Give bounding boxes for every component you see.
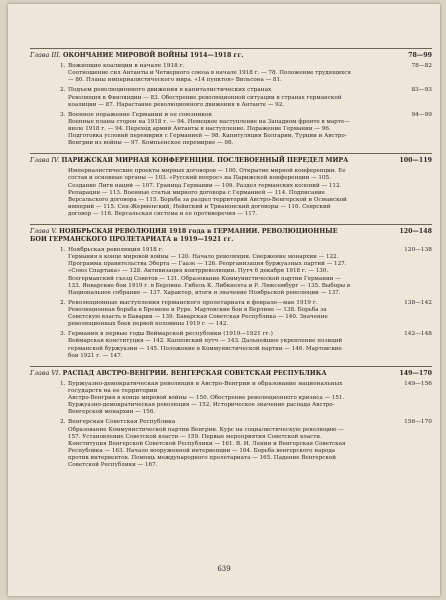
section-title: Подъем революционного движения в капиталистических странах	[68, 87, 272, 94]
section-title: Германия в первые годы Веймарской республики (1919—1921 гг.)	[68, 331, 273, 338]
chapter-label: Глава III.	[30, 52, 61, 59]
chapter-heading	[30, 157, 432, 165]
section-number: 3.	[60, 111, 66, 118]
section-heading	[60, 419, 432, 426]
chapter-separator	[30, 224, 432, 225]
section-number: 2.	[60, 299, 66, 306]
section-summary: Веймарская конституция — 142. Капповский путч — 143. Дальнейшее укрепление позиций германской буржуазии — 145. Положение в Коммунистической партии — 146. Мартовские бои 1921 г. — 147.	[68, 338, 343, 359]
section-title: Венгерская Советская Республика	[68, 419, 176, 426]
section-summary: Соотношение сил Антанты и Четверного союза в начале 1918 г. — 78. Положение трудящихся — 80. Планы империалистического мира. «14 пунктов» Вильсона — 81.	[68, 70, 351, 84]
section-heading	[60, 111, 432, 119]
section-summary: Германия в конце мировой войны — 120. Начало революции. Свержение монархии — 122. Программа правительства Эберта — Гаазе — 126. Реорганизация буржуазных партий — 127. «Союз Спартака» — 128. Активизация контрреволюции. Путч 6 декабря 1918 г. — 130. Всегерманский съезд Советов — 131. Образование Коммунистической партии Германии — 133. Январские бои 1919 г. в Берлине. Гибель К. Либкнехта и Р. Люксембург — 135. Выборы в Национальное собрание — 137. Характер, итоги и значение Ноябрьской революции — 137.	[68, 254, 351, 296]
chapter-separator	[30, 153, 432, 154]
section-number: 2.	[60, 87, 66, 94]
chapter-pages: 100—119	[399, 157, 432, 165]
chapter-separator	[30, 366, 432, 367]
document-page	[8, 4, 440, 596]
section-heading	[60, 331, 432, 338]
section-heading	[60, 63, 432, 70]
chapter-heading	[30, 228, 432, 244]
section-number: 1.	[60, 63, 66, 69]
section-number: 1.	[60, 380, 66, 387]
section-pages: 149—156	[404, 380, 432, 387]
section-pages: 120—138	[404, 247, 432, 254]
page-number: 639	[217, 565, 231, 573]
section-heading	[60, 87, 432, 94]
section-title: Революционные выступления германского пролетариата в феврале—мае 1919 г.	[68, 299, 318, 306]
chapter-title: НОЯБРЬСКАЯ РЕВОЛЮЦИЯ 1918 года в ГЕРМАНИИ. РЕВОЛЮЦИОННЫЕ БОИ ГЕРМАНСКОГО ПРОЛЕТАРИАТА в 1919—1921 гг.	[30, 228, 338, 244]
section-summary: Австро-Венгрия в конце мировой войны — 150. Обострение революционного кризиса — 151. Буржуазно-демократическая революция — 152. Историческое значение распада Австро-Венгерской монархии — 156.	[68, 395, 345, 416]
section-number: 2.	[60, 419, 66, 426]
chapter-pages: 120—148	[399, 228, 432, 236]
section-number: 3.	[60, 331, 66, 338]
chapter-title: РАСПАД АВСТРО-ВЕНГРИИ. ВЕНГЕРСКАЯ СОВЕТСКАЯ РЕСПУБЛИКА	[62, 369, 327, 377]
chapter-heading	[30, 370, 432, 378]
chapter-label: Глава IV.	[30, 157, 60, 165]
table-of-contents	[30, 48, 432, 469]
section-heading	[60, 380, 432, 395]
section-heading	[60, 299, 432, 307]
section-pages: 156—170	[404, 419, 432, 426]
chapter-label: Глава V.	[30, 228, 57, 236]
section-pages: 94—99	[411, 111, 432, 118]
section-title: Вожнoщие коалиции в начале 1918 г.	[68, 63, 185, 69]
section-summary: Образование Коммунистической партии Венгрии. Курс на социалистическую революцию — 157. Установление Советской власти — 159. Первые мероприятия Советской власти. Конституция Венгерской Советской Республики — 161. В. И. Ленин и Венгерская Советская Республика — 163. Начало вооруженной интервенции — 164. Борьба венгерского народа против интервентов. Помощь международного пролетариата — 165. Падение Венгерской Советской Республики — 167.	[68, 426, 346, 469]
section-number: 1.	[60, 247, 66, 254]
chapter-title: ОКОНЧАНИЕ МИРОВОЙ ВОЙНЫ 1914—1918 гг.	[63, 52, 244, 59]
section-pages: 138—142	[404, 299, 432, 306]
chapter-separator	[30, 48, 432, 49]
chapter-title: ПАРИЖСКАЯ МИРНАЯ КОНФЕРЕНЦИЯ. ПОСЛЕВОЕННЫЙ ПЕРЕДЕЛ МИРА	[61, 157, 349, 165]
section-heading	[60, 247, 432, 254]
section-summary: Империалистические проекты мирных договоров — 100. Открытие мирной конференции. Ее состав и основные органы — 103. «Русский вопрос» на Парижской конференции — 105. Создание Лиги наций — 107. Граница Германии — 109. Раздел германских колоний — 112. Репарации — 113. Военные статьи мирного договора с Германией — 114. Подписание Версальского договора — 115. Борьба за раздел территорий Австро-Венгерской и Османской империй — 115. Сен-Жерменский, Нейиский и Трианонский договоры — 116. Севрский договор — 116. Версальская система и ее противоречия — 117.	[68, 168, 347, 217]
chapter-pages: 78—99	[408, 52, 432, 59]
section-summary: Революционная борьба в Бремене и Руре. Мартовские бои в Берлине — 138. Борьба за Советскую власть в Баварии — 139. Баварская Советская Республика — 140. Значение революционных боев первой половины 1919 г. — 142.	[68, 306, 328, 328]
section-title: Ноябрьская революция 1918 г.	[68, 247, 164, 254]
chapter-label: Глава VI.	[30, 369, 61, 377]
section-summary: Военные планы сторон на 1918 г. — 94. Немецкое наступление на Западном фронте в марте—июле 1918 г. — 94. Переход армий Антанты в наступление. Поражение Германии — 96. Подготовка условий перемирия с Германией — 98. Капитуляция Болгарии, Турции и Австро-Венгрии из войны — 97. Компьенское перемирие — 98.	[68, 118, 350, 147]
section-title: Военное поражение Германии и ее союзников	[68, 111, 212, 118]
section-pages: 78—82	[411, 63, 432, 69]
section-summary: Революция в Финляндии — 83. Обострение революционной ситуации в странах германской коалиции — 87. Нарастание революционного движения в Антанте — 92.	[68, 94, 342, 108]
section-pages: 142—148	[404, 331, 432, 338]
chapter-pages: 149—170	[399, 369, 432, 377]
section-title: Буржуазно-демократическая революция в Австро-Венгрии и образование национальных государств на ее территории	[68, 380, 343, 394]
section-pages: 83—93	[411, 87, 432, 94]
chapter-heading	[30, 52, 432, 60]
